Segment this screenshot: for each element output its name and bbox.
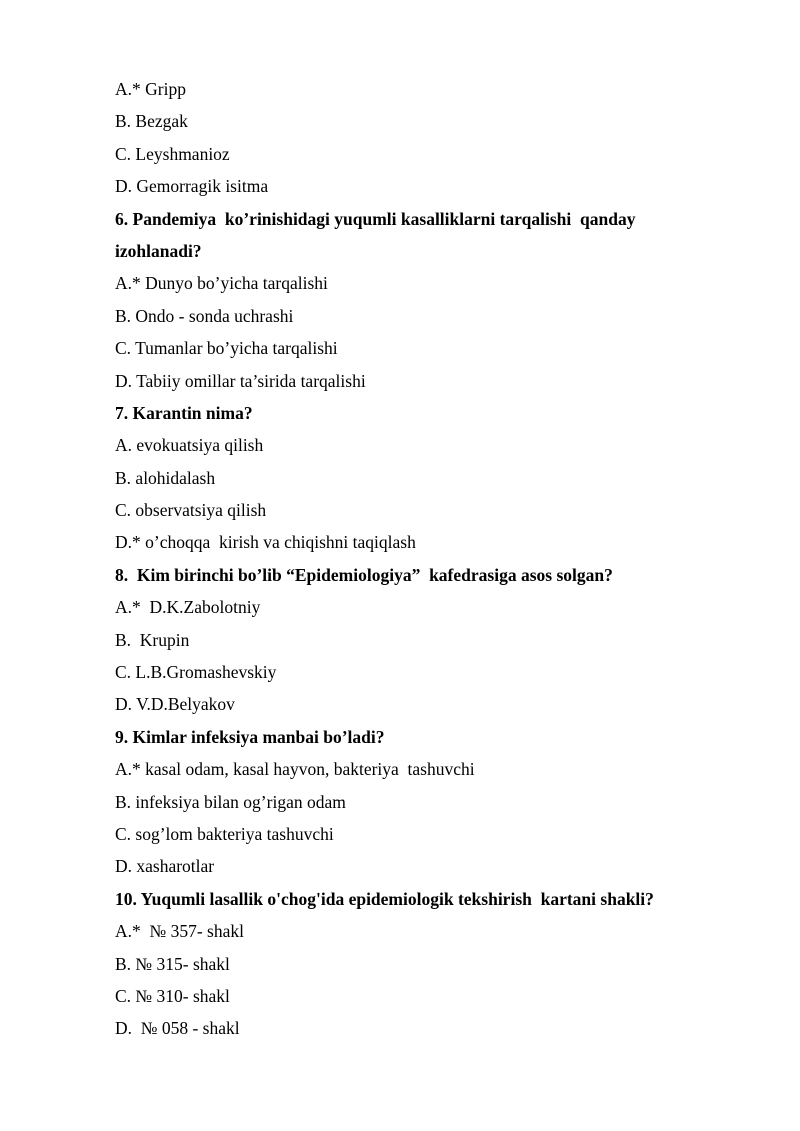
answer-option: C. Leyshmanioz xyxy=(115,143,230,164)
answer-option: A.* Dunyo bo’yicha tarqalishi xyxy=(115,273,328,294)
answer-option: A. evokuatsiya qilish xyxy=(115,435,264,456)
question-text: 8. Kim birinchi bo’lib “Epidemiologiya” kafedrasiga asos solgan? xyxy=(115,564,613,585)
answer-option: C. Tumanlar bo’yicha tarqalishi xyxy=(115,338,338,359)
answer-option: B. № 315- shakl xyxy=(115,953,230,974)
answer-option: B. Krupin xyxy=(115,629,190,650)
answer-option: A.* D.K.Zabolotniy xyxy=(115,597,261,618)
answer-option: B. infeksiya bilan og’rigan odam xyxy=(115,791,346,812)
answer-option: A.* № 357- shakl xyxy=(115,921,244,942)
answer-option: B. Bezgak xyxy=(115,111,188,132)
question-text: 9. Kimlar infeksiya manbai bo’ladi? xyxy=(115,726,385,747)
answer-option: A.* kasal odam, kasal hayvon, bakteriya tashuvchi xyxy=(115,759,475,780)
answer-option: D. xasharotlar xyxy=(115,856,215,877)
answer-option: D. Gemorragik isitma xyxy=(115,176,269,197)
answer-option: A.* Gripp xyxy=(115,79,186,99)
answer-option: C. L.B.Gromashevskiy xyxy=(115,662,277,683)
answer-option: D. Tabiiy omillar ta’sirida tarqalishi xyxy=(115,370,366,391)
answer-option: D. № 058 - shakl xyxy=(115,1018,240,1039)
document-page xyxy=(115,73,735,1045)
question-text: izohlanadi? xyxy=(115,240,202,261)
question-text: 6. Pandemiya ko’rinishidagi yuqumli kasalliklarni tarqalishi qanday xyxy=(115,208,636,229)
answer-option: C. sog’lom bakteriya tashuvchi xyxy=(115,823,334,844)
answer-option: D. V.D.Belyakov xyxy=(115,694,235,715)
question-text: 7. Karantin nima? xyxy=(115,402,253,423)
question-text: 10. Yuqumli lasallik o'chog'ida epidemiologik tekshirish kartani shakli? xyxy=(115,888,654,909)
answer-option: C. observatsiya qilish xyxy=(115,500,267,521)
answer-option: B. Ondo - sonda uchrashi xyxy=(115,305,294,326)
answer-option: B. alohidalash xyxy=(115,467,216,488)
answer-option: C. № 310- shakl xyxy=(115,985,230,1006)
answer-option: D.* o’choqqa kirish va chiqishni taqiqlash xyxy=(115,532,416,553)
